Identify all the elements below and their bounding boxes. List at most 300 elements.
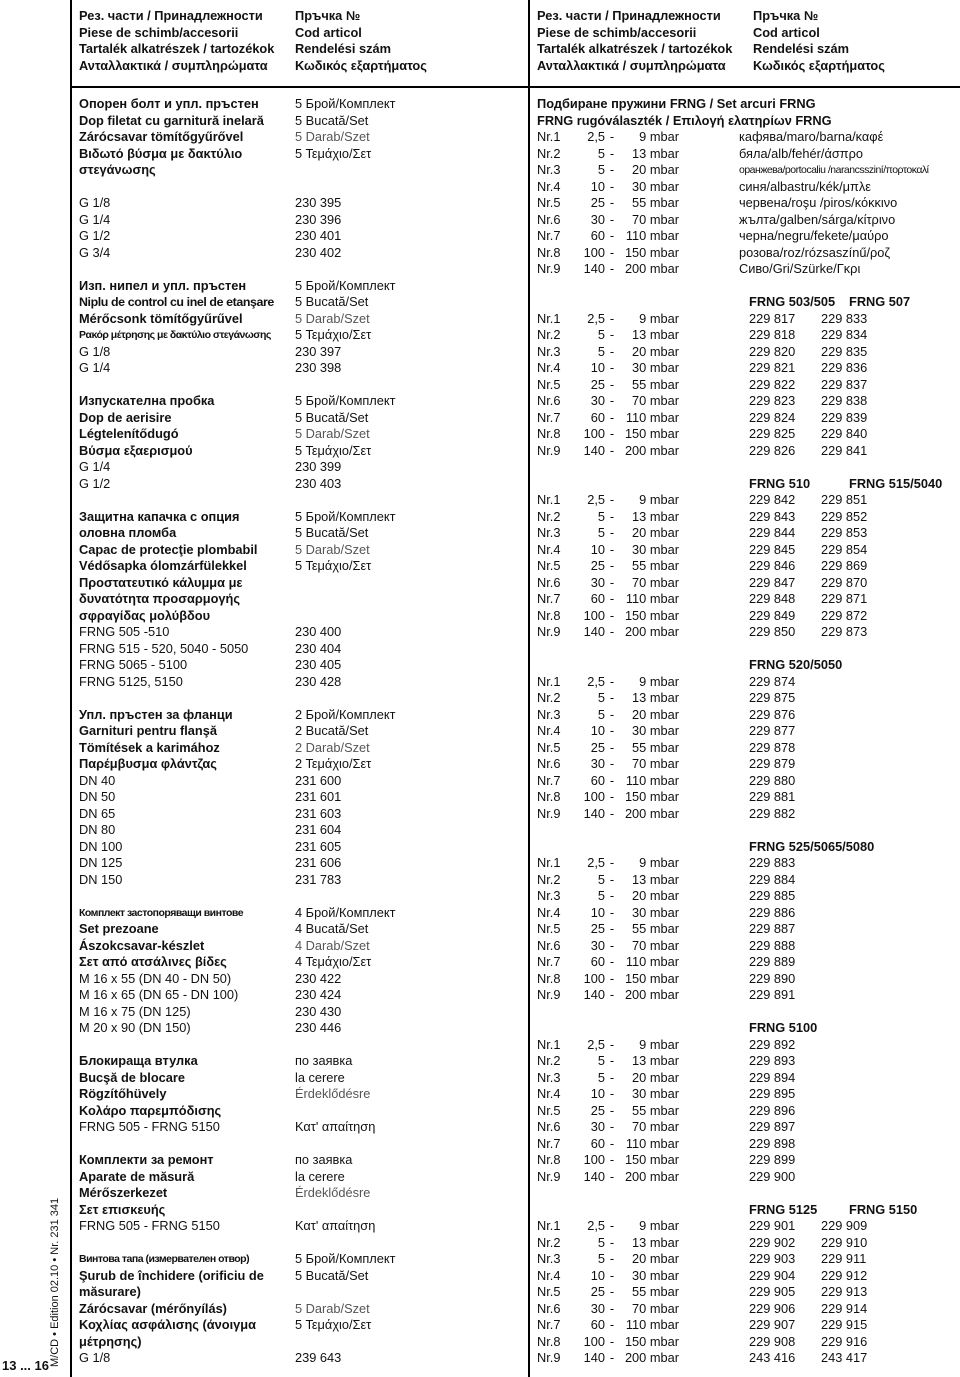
quantity: Érdeklődésre <box>295 1086 371 1101</box>
article-code <box>821 954 957 971</box>
product-table-row <box>537 806 957 823</box>
range-from: 25 <box>590 1102 605 1118</box>
range-from: 30 <box>590 756 605 771</box>
range-to: 55 mbar <box>632 558 679 573</box>
spring-number: Nr.3 <box>537 343 561 359</box>
range-dash: - <box>609 607 615 623</box>
range-to: 9 mbar <box>639 310 679 326</box>
header-label: Пръчка № <box>753 8 819 23</box>
article-code: 229 888 <box>749 937 796 953</box>
product-name: FRNG 5100 <box>749 1020 818 1035</box>
range-to: 150 mbar <box>624 789 679 804</box>
spring-number: Nr.8 <box>537 244 561 260</box>
range-to: 70 mbar <box>632 211 679 227</box>
article-code: 229 838 <box>821 393 868 408</box>
article-code <box>821 674 957 691</box>
article-code: 229 882 <box>749 805 796 821</box>
article-code: 229 871 <box>821 591 868 606</box>
header-label: Cod articol <box>295 24 362 40</box>
spring-number: Nr.9 <box>537 1168 561 1184</box>
spring-number: Nr.7 <box>537 591 561 606</box>
quantity: 4 Брой/Комплект <box>295 904 396 920</box>
product-table-header <box>537 1202 957 1219</box>
section-screw-plug <box>79 1251 499 1367</box>
range-to: 55 mbar <box>632 376 679 392</box>
product-table-row <box>537 855 957 872</box>
spring-color: оранжева/portocaliu /narancssziní/πορτοκαλί <box>739 164 929 176</box>
item-size: DN 50 <box>79 789 116 804</box>
quantity: по заявка <box>295 1152 353 1167</box>
item-size: FRNG 5065 - 5100 <box>79 657 188 672</box>
product-table-row <box>537 1350 957 1367</box>
range-to: 70 mbar <box>632 1119 679 1134</box>
item-code: 230 402 <box>295 244 342 260</box>
article-code <box>821 756 957 773</box>
range-from: 25 <box>590 1284 605 1299</box>
article-code: 229 843 <box>749 508 796 524</box>
item-size: DN 125 <box>79 855 123 870</box>
range-from: 5 <box>597 706 605 722</box>
product-table-row <box>537 575 957 592</box>
article-code: 229 886 <box>749 904 796 920</box>
article-code: 229 912 <box>821 1267 868 1283</box>
product-table-row <box>537 905 957 922</box>
quantity: Érdeklődésre <box>295 1185 371 1200</box>
range-dash: - <box>609 756 615 771</box>
range-from: 10 <box>590 1086 605 1101</box>
range-from: 10 <box>590 1267 605 1283</box>
spring-number: Nr.2 <box>537 1053 561 1068</box>
item-size: G 1/4 <box>79 360 111 375</box>
spring-number: Nr.5 <box>537 1102 561 1118</box>
article-code: 229 878 <box>749 739 796 755</box>
range-dash: - <box>609 129 615 144</box>
part-name: Блокираща втулка <box>79 1053 198 1068</box>
range-from: 100 <box>583 244 605 260</box>
article-code <box>821 1053 957 1070</box>
quantity: 5 Τεμάχιο/Σετ <box>295 1317 372 1332</box>
range-from: 30 <box>590 393 605 408</box>
spring-number: Nr.8 <box>537 1152 561 1167</box>
spring-number: Nr.5 <box>537 739 561 755</box>
spring-number: Nr.1 <box>537 129 561 144</box>
spring-color: бяла/alb/fehér/άσπρο <box>739 145 863 161</box>
range-from: 2,5 <box>587 129 605 144</box>
article-code: 229 846 <box>749 558 796 573</box>
part-name: Set prezoane <box>79 921 159 936</box>
range-to: 20 mbar <box>632 706 679 722</box>
range-from: 5 <box>597 162 605 177</box>
range-dash: - <box>609 871 615 887</box>
range-dash: - <box>609 1251 615 1266</box>
article-code: 229 839 <box>821 409 868 425</box>
header-label: Piese de schimb/accesorii <box>537 24 697 40</box>
product-name: FRNG 507 <box>849 294 911 309</box>
range-from: 2,5 <box>587 310 605 326</box>
range-from: 5 <box>597 871 605 887</box>
item-code: 230 446 <box>295 1020 342 1035</box>
range-from: 5 <box>597 1069 605 1085</box>
article-code: 229 822 <box>749 376 796 392</box>
range-dash: - <box>609 591 615 606</box>
article-code: 229 873 <box>821 624 868 639</box>
range-dash: - <box>609 525 615 540</box>
range-from: 140 <box>583 261 605 276</box>
range-to: 30 mbar <box>632 360 679 375</box>
range-from: 60 <box>590 409 605 425</box>
part-name: Опорен болт и упл. пръстен <box>79 96 259 111</box>
range-dash: - <box>609 1218 615 1233</box>
item-size: M 16 x 75 (DN 125) <box>79 1003 191 1019</box>
article-code: 229 850 <box>749 624 796 639</box>
article-code <box>821 1169 957 1186</box>
article-code: 229 818 <box>749 327 796 342</box>
item-size: G 1/8 <box>79 1350 111 1365</box>
article-code: 229 840 <box>821 426 868 441</box>
range-to: 20 mbar <box>632 1251 679 1266</box>
article-code: 229 887 <box>749 921 796 936</box>
spring-number: Nr.1 <box>537 673 561 689</box>
header-label: Tartalék alkatrészek / tartozékok <box>537 41 733 56</box>
article-code: 229 891 <box>749 987 796 1002</box>
article-code: 229 877 <box>749 723 796 738</box>
part-name: Légtelenítődugó <box>79 426 179 441</box>
range-dash: - <box>609 1069 615 1085</box>
article-code: 229 817 <box>749 310 796 326</box>
range-dash: - <box>609 211 615 227</box>
range-dash: - <box>609 987 615 1002</box>
spring-number: Nr.1 <box>537 1218 561 1233</box>
spring-row <box>537 195 957 212</box>
header-label: Rendelési szám <box>753 41 850 56</box>
range-to: 70 mbar <box>632 937 679 953</box>
range-to: 70 mbar <box>632 756 679 771</box>
spring-number: Nr.3 <box>537 162 561 177</box>
range-dash: - <box>609 558 615 573</box>
range-from: 140 <box>583 987 605 1002</box>
range-dash: - <box>609 1234 615 1250</box>
article-code <box>821 723 957 740</box>
product-table-row <box>537 608 957 625</box>
part-name: Ászokcsavar-készlet <box>79 937 205 953</box>
product-name: FRNG 520/5050 <box>749 657 843 672</box>
part-name: Aparate de măsură <box>79 1168 195 1184</box>
range-to: 13 mbar <box>632 1234 679 1250</box>
range-dash: - <box>609 937 615 953</box>
range-dash: - <box>609 145 615 161</box>
range-from: 30 <box>590 1300 605 1316</box>
quantity: 2 Darab/Szet <box>295 739 370 755</box>
range-from: 140 <box>583 624 605 639</box>
range-from: 30 <box>590 937 605 953</box>
product-table-row <box>537 789 957 806</box>
part-name: Mérőszerkezet <box>79 1185 168 1200</box>
product-table-row <box>537 1053 957 1070</box>
product-table-row <box>537 377 957 394</box>
product-table-row <box>537 344 957 361</box>
product-name: FRNG 503/505 <box>749 294 836 309</box>
spring-number: Nr.2 <box>537 690 561 705</box>
article-code: 243 416 <box>749 1350 796 1365</box>
range-from: 2,5 <box>587 855 605 870</box>
quantity: 5 Bucată/Set <box>295 112 369 128</box>
section-flange-gasket <box>79 707 499 889</box>
range-from: 30 <box>590 1119 605 1134</box>
article-code: 229 881 <box>749 789 796 804</box>
item-size: FRNG 505 - FRNG 5150 <box>79 1119 220 1134</box>
article-code: 229 836 <box>821 360 868 375</box>
item-code: 231 603 <box>295 805 342 821</box>
article-code <box>821 1086 957 1103</box>
spring-number: Nr.3 <box>537 1069 561 1085</box>
item-code: 230 398 <box>295 360 342 375</box>
article-code <box>821 938 957 955</box>
article-code <box>821 707 957 724</box>
range-from: 30 <box>590 574 605 590</box>
article-code: 229 894 <box>749 1069 796 1085</box>
range-from: 5 <box>597 327 605 342</box>
range-to: 20 mbar <box>632 343 679 359</box>
item-code: 231 600 <box>295 772 342 788</box>
item-size: G 1/8 <box>79 195 111 210</box>
spring-row <box>537 162 957 179</box>
quantity: 5 Darab/Szet <box>295 426 370 441</box>
product-table-header <box>537 476 957 493</box>
range-to: 30 mbar <box>632 904 679 920</box>
range-dash: - <box>609 360 615 375</box>
range-to: 30 mbar <box>632 1086 679 1101</box>
item-code: 230 396 <box>295 211 342 227</box>
item-size: DN 80 <box>79 822 116 837</box>
part-name: Védősapka ólomzárfülekkel <box>79 558 247 573</box>
range-from: 100 <box>583 789 605 804</box>
product-table-row <box>537 1086 957 1103</box>
spring-color: розова/roz/rózsaszínű/ροζ <box>739 244 891 260</box>
product-table-row <box>537 410 957 427</box>
part-name: Dop de aerisire <box>79 409 172 425</box>
part-name: Dop filetat cu garnitură inelară <box>79 112 264 128</box>
item-code: 231 604 <box>295 822 342 837</box>
part-name: Упл. пръстен за фланци <box>79 706 233 722</box>
range-dash: - <box>609 624 615 639</box>
range-dash: - <box>609 261 615 276</box>
range-dash: - <box>609 904 615 920</box>
article-code: 229 906 <box>749 1300 796 1316</box>
item-code: 231 783 <box>295 871 342 887</box>
article-code: 229 911 <box>821 1251 867 1266</box>
quantity: 5 Брой/Комплект <box>295 508 396 524</box>
spring-number: Nr.5 <box>537 376 561 392</box>
part-name: σφραγίδας μολύβδου <box>79 607 211 623</box>
spring-number: Nr.6 <box>537 574 561 590</box>
article-code: 229 908 <box>749 1333 796 1349</box>
item-code: 230 405 <box>295 657 342 672</box>
range-dash: - <box>609 789 615 804</box>
article-code <box>821 987 957 1004</box>
article-code: 229 902 <box>749 1234 796 1250</box>
spring-number: Nr.4 <box>537 1267 561 1283</box>
article-code: 229 874 <box>749 673 796 689</box>
range-to: 55 mbar <box>632 195 679 210</box>
spring-color: черна/negru/fekete/μαύρο <box>739 228 889 243</box>
range-from: 5 <box>597 1234 605 1250</box>
part-name: Защитна капачка с опция <box>79 508 240 524</box>
part-name: Şurub de închidere (orificiu de <box>79 1267 264 1283</box>
range-from: 60 <box>590 772 605 788</box>
item-code: 239 643 <box>295 1350 342 1365</box>
article-code <box>821 1070 957 1087</box>
spring-number: Nr.4 <box>537 178 561 194</box>
spring-code-tables <box>537 278 957 1367</box>
article-code <box>821 921 957 938</box>
range-from: 60 <box>590 591 605 606</box>
product-table-row <box>537 591 957 608</box>
quantity: 5 Брой/Комплект <box>295 393 396 408</box>
spring-number: Nr.3 <box>537 1251 561 1266</box>
quantity: 4 Τεμάχιο/Σετ <box>295 954 372 969</box>
quantity: 5 Darab/Szet <box>295 310 370 326</box>
header-label: Ανταλλακτικά / συμπληρώματα <box>537 57 726 73</box>
range-dash: - <box>609 508 615 524</box>
item-code: 231 605 <box>295 838 342 854</box>
range-dash: - <box>609 195 615 210</box>
range-to: 20 mbar <box>632 162 679 177</box>
product-table-row <box>537 740 957 757</box>
range-from: 60 <box>590 1317 605 1332</box>
part-name: Комплект застопоряващи винтове <box>79 906 244 919</box>
product-table-row <box>537 1317 957 1334</box>
item-size: DN 100 <box>79 838 123 854</box>
left-margin-rule <box>70 0 72 1377</box>
range-to: 110 mbar <box>625 409 679 425</box>
product-table-row <box>537 723 957 740</box>
product-table-row <box>537 690 957 707</box>
product-table-row <box>537 1334 957 1351</box>
spring-number: Nr.1 <box>537 310 561 326</box>
spring-row <box>537 146 957 163</box>
range-to: 200 mbar <box>624 442 679 458</box>
range-dash: - <box>609 970 615 986</box>
range-from: 5 <box>597 145 605 161</box>
part-name: Κοχλίας ασφάλισης (άνοιγμα <box>79 1317 256 1332</box>
range-dash: - <box>609 574 615 590</box>
item-code: 230 428 <box>295 673 342 689</box>
product-table-row <box>537 311 957 328</box>
article-code: 229 883 <box>749 855 796 870</box>
article-code: 229 904 <box>749 1267 796 1283</box>
item-code: 230 404 <box>295 640 342 656</box>
range-dash: - <box>609 343 615 359</box>
range-dash: - <box>609 393 615 408</box>
range-dash: - <box>609 1119 615 1134</box>
spring-number: Nr.6 <box>537 937 561 953</box>
quantity: 5 Брой/Комплект <box>295 277 396 293</box>
spring-title <box>537 96 957 129</box>
quantity: 5 Bucată/Set <box>295 525 369 540</box>
range-from: 100 <box>583 426 605 441</box>
range-to: 150 mbar <box>624 607 679 623</box>
part-name: Capac de protecţie plombabil <box>79 541 258 557</box>
spring-number: Nr.6 <box>537 1300 561 1316</box>
range-dash: - <box>609 327 615 342</box>
part-name: оловна пломба <box>79 525 177 540</box>
product-table-row <box>537 1284 957 1301</box>
article-code: 229 849 <box>749 607 796 623</box>
range-from: 2,5 <box>587 673 605 689</box>
article-code: 229 834 <box>821 327 868 342</box>
product-table-row <box>537 1037 957 1054</box>
range-to: 13 mbar <box>632 327 679 342</box>
item-size: DN 150 <box>79 871 123 887</box>
product-table-row <box>537 426 957 443</box>
article-code: 229 841 <box>821 442 868 458</box>
item-size: DN 65 <box>79 805 116 821</box>
quantity: 5 Darab/Szet <box>295 129 370 144</box>
spring-row <box>537 179 957 196</box>
range-from: 2,5 <box>587 1036 605 1052</box>
quantity: 5 Bucată/Set <box>295 294 369 309</box>
header-label: Κωδικός εξαρτήματος <box>295 57 427 73</box>
item-code: 230 430 <box>295 1003 342 1019</box>
range-dash: - <box>609 178 615 194</box>
spring-row <box>537 129 957 146</box>
spring-color: жълта/galben/sárga/κίτρινο <box>739 211 896 227</box>
spring-number: Nr.2 <box>537 327 561 342</box>
part-name: Zárócsavar tömítőgyűrővel <box>79 129 244 144</box>
range-to: 70 mbar <box>632 1300 679 1316</box>
range-dash: - <box>609 1102 615 1118</box>
article-code: 229 895 <box>749 1086 796 1101</box>
article-code: 229 875 <box>749 690 796 705</box>
spring-number: Nr.4 <box>537 904 561 920</box>
quantity: la cerere <box>295 1069 345 1085</box>
range-to: 70 mbar <box>632 393 679 408</box>
article-code: 229 842 <box>749 492 796 507</box>
product-name: FRNG 510 <box>749 475 811 491</box>
header-label: Piese de schimb/accesorii <box>79 24 239 40</box>
spring-number: Nr.1 <box>537 855 561 870</box>
part-name: Bucşă de blocare <box>79 1069 185 1085</box>
quantity: 5 Τεμάχιο/Σετ <box>295 145 372 161</box>
range-from: 5 <box>597 1251 605 1266</box>
article-code <box>821 789 957 806</box>
product-name: FRNG 5125 <box>749 1201 818 1217</box>
quantity: по заявка <box>295 1053 353 1068</box>
spring-color-list <box>537 129 957 278</box>
quantity: 5 Darab/Szet <box>295 1300 370 1316</box>
spring-color: червена/roşu /piros/κόκκινο <box>739 195 898 210</box>
range-to: 13 mbar <box>632 145 679 161</box>
part-name: Mérőcsonk tömítőgyűrűvel <box>79 310 243 326</box>
spring-number: Nr.4 <box>537 1086 561 1101</box>
article-code: 229 848 <box>749 591 796 606</box>
range-from: 2,5 <box>587 1218 605 1233</box>
spring-color: кафява/maro/barna/καφέ <box>739 129 884 144</box>
header-label: Rendelési szám <box>295 41 392 56</box>
product-table-row <box>537 525 957 542</box>
quantity: 5 Τεμάχιο/Σετ <box>295 558 372 573</box>
article-code: 229 884 <box>749 871 796 887</box>
range-from: 2,5 <box>587 492 605 507</box>
item-size: M 20 x 90 (DN 150) <box>79 1020 191 1035</box>
article-code: 229 833 <box>821 310 868 326</box>
quantity: 5 Брой/Комплект <box>295 96 396 111</box>
left-column <box>79 8 499 1367</box>
range-to: 55 mbar <box>632 921 679 936</box>
range-from: 5 <box>597 690 605 705</box>
article-code <box>821 855 957 872</box>
part-name: Παρέμβυσμα φλάντζας <box>79 756 217 771</box>
